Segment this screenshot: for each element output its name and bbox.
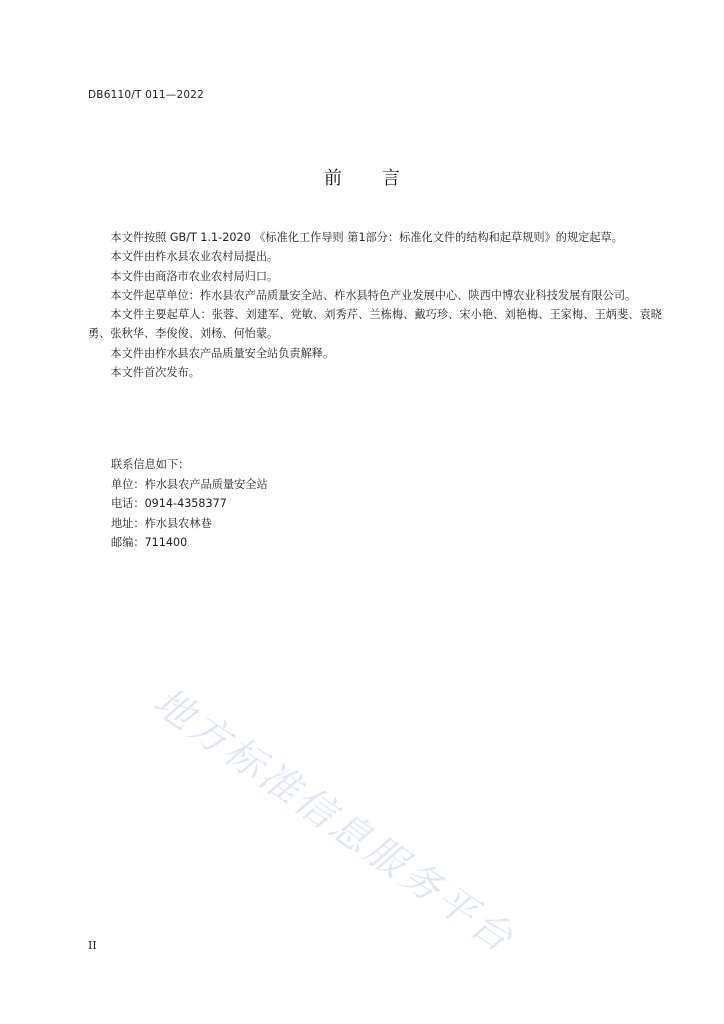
heading-char-2: 言 xyxy=(382,168,400,189)
paragraph-proposer: 本文件由柞水县农业农村局提出。 xyxy=(110,250,279,264)
paragraph-drafting-units: 本文件起草单位：柞水县农产品质量安全站、柞水县特色产业发展中心、陕西中博农业科技发展有限公司。 xyxy=(110,288,637,302)
paragraph-drafters: 本文件主要起草人：张蓉、刘建军、党敏、刘秀芹、兰栋梅、戴巧珍、宋小艳、刘艳梅、王家梅、王炳斐、袁晓勇、张秋华、李俊俊、刘杨、何怡蒙。 xyxy=(88,308,662,341)
document-code: DB6110/T 011—2022 xyxy=(88,89,204,101)
contact-address: 地址：柞水县农林巷 xyxy=(111,516,212,530)
watermark: 地方标准信息服务平台 xyxy=(145,679,524,963)
paragraph-drafting-rules: 本文件按照 GB/T 1.1-2020 《标准化工作导则 第1部分：标准化文件的结构和起草规则》的规定起草。 xyxy=(110,231,623,244)
heading-char-1: 前 xyxy=(324,168,342,189)
contact-intro: 联系信息如下： xyxy=(111,458,190,471)
section-heading xyxy=(0,164,724,190)
contact-info xyxy=(111,455,268,553)
foreword-body xyxy=(88,228,662,382)
contact-phone: 电话：0914-4358377 xyxy=(111,497,227,510)
paragraph-first-release: 本文件首次发布。 xyxy=(110,366,200,380)
paragraph-interpretation: 本文件由柞水县农产品质量安全站负责解释。 xyxy=(110,346,335,360)
contact-postcode: 邮编：711400 xyxy=(111,536,188,549)
page-number: II xyxy=(88,939,97,952)
paragraph-centralized: 本文件由商洛市农业农村局归口。 xyxy=(110,269,279,283)
contact-unit: 单位：柞水县农产品质量安全站 xyxy=(111,477,268,491)
